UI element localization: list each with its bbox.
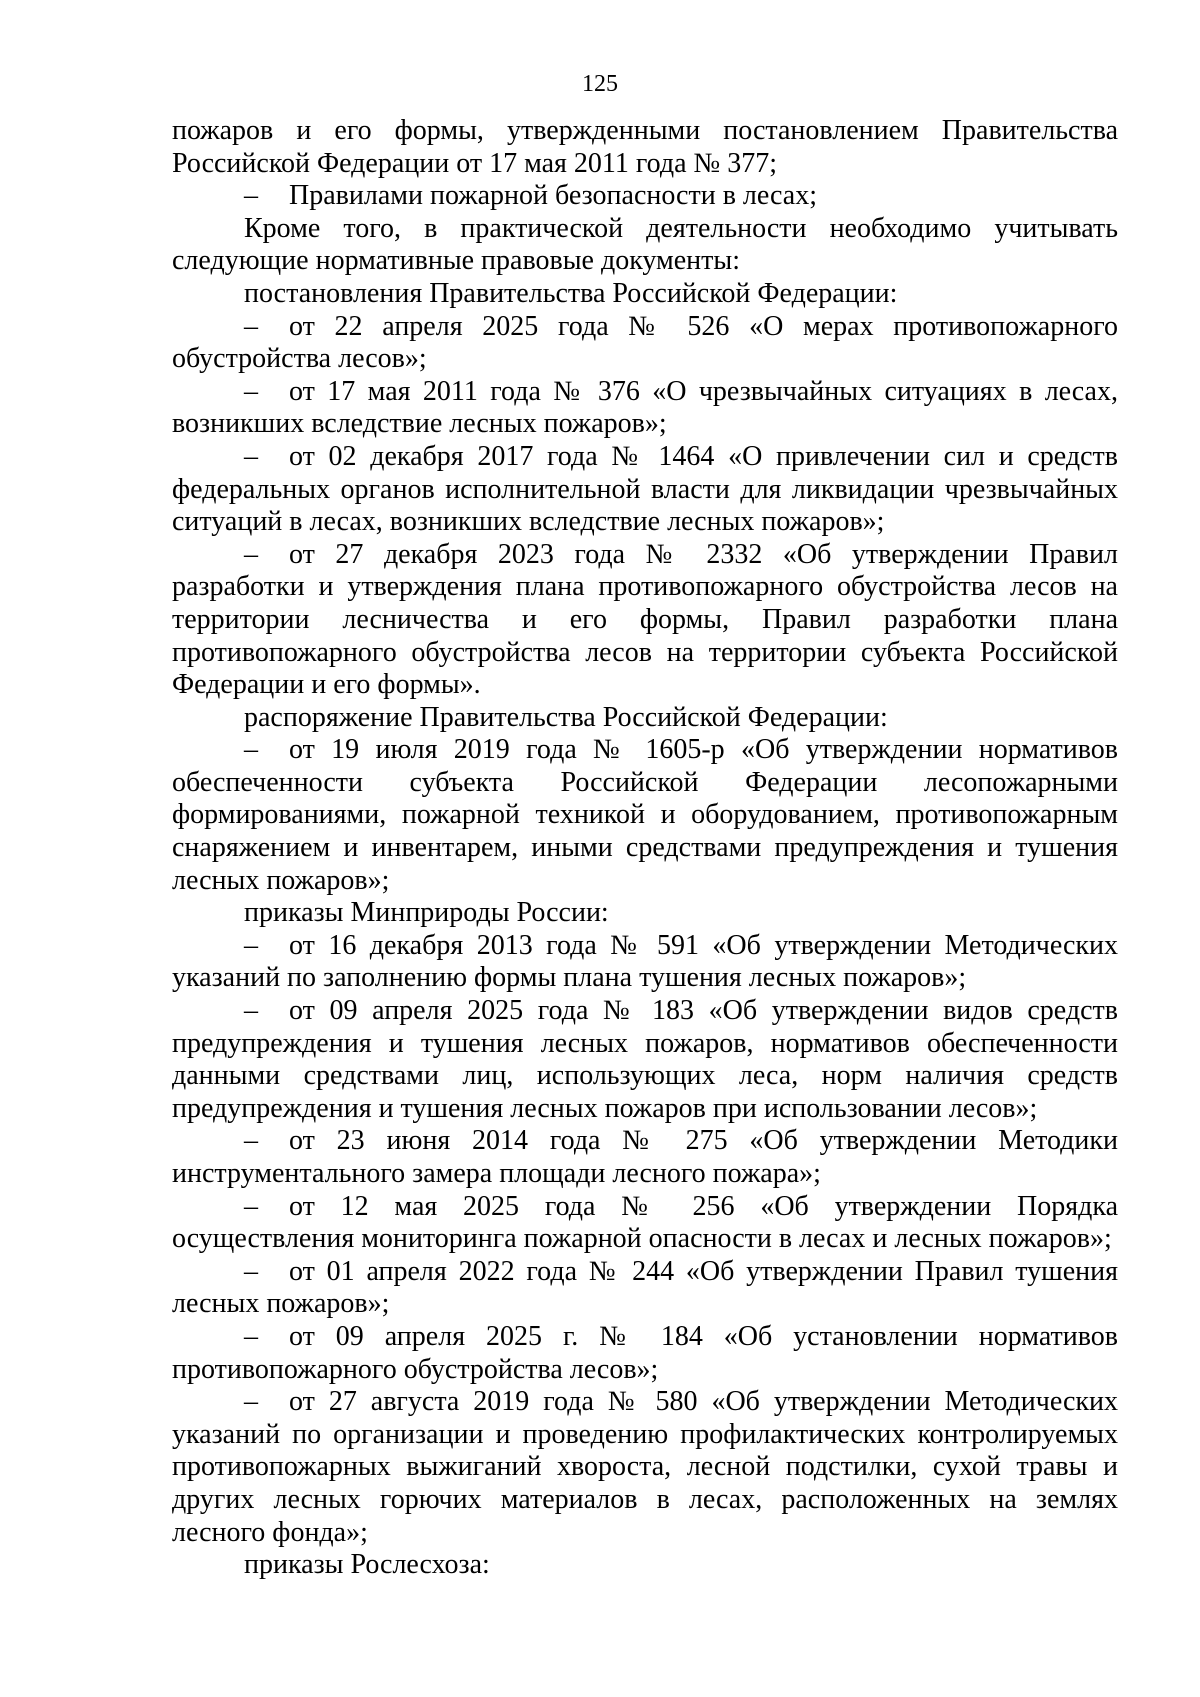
list-item: – от 22 апреля 2025 года № 526 «О мерах противопожарного обустройства лесов»;: [172, 311, 1118, 376]
list-item: – от 27 августа 2019 года № 580 «Об утверждении Методических указаний по организации и проведению профилактических контролируемых противопожарных выжиганий хвороста, лесной подстилки, сухой травы и других лесных горючих материалов в лесах, расположенных на землях лесного фонда»;: [172, 1386, 1118, 1549]
list-item: – от 09 апреля 2025 года № 183 «Об утверждении видов средств предупреждения и тушения лесных пожаров, нормативов обеспеченности данными средствами лиц, использующих леса, норм наличия средств предупреждения и тушения лесных пожаров при использовании лесов»;: [172, 995, 1118, 1125]
paragraph: постановления Правительства Российской Федерации:: [244, 277, 898, 309]
paragraph: Кроме того, в практической деятельности необходимо учитывать следующие нормативные правовые документы:: [172, 212, 1118, 277]
list-item: – от 02 декабря 2017 года № 1464 «О привлечении сил и средств федеральных органов исполнительной власти для ликвидации чрезвычайных ситуаций в лесах, возникших вследствие лесных пожаров»;: [172, 441, 1118, 539]
page-number: 125: [582, 71, 618, 97]
list-item: – Правилами пожарной безопасности в лесах;: [172, 180, 1118, 213]
paragraph: распоряжение Правительства Российской Федерации:: [244, 701, 888, 733]
list-item: – от 12 мая 2025 года № 256 «Об утверждении Порядка осуществления мониторинга пожарной опасности в лесах и лесных пожаров»;: [172, 1191, 1118, 1256]
list-item: – от 19 июля 2019 года № 1605-р «Об утверждении нормативов обеспеченности субъекта Российской Федерации лесопожарными формированиями, пожарной техникой и оборудованием, противопожарным снаряжением и инвентарем, иными средствами предупреждения и тушения лесных пожаров»;: [172, 734, 1118, 897]
list-item: – от 17 мая 2011 года № 376 «О чрезвычайных ситуациях в лесах, возникших вследствие лесных пожаров»;: [172, 376, 1118, 441]
document-body: [172, 115, 1118, 1582]
paragraph: пожаров и его формы, утвержденными постановлением Правительства Российской Федерации от 17 мая 2011 года № 377;: [172, 115, 1118, 179]
paragraph: приказы Минприроды России:: [244, 897, 609, 929]
list-item: – от 01 апреля 2022 года № 244 «Об утверждении Правил тушения лесных пожаров»;: [172, 1256, 1118, 1321]
list-item: – от 27 декабря 2023 года № 2332 «Об утверждении Правил разработки и утверждения плана противопожарного обустройства лесов на территории лесничества и его формы, Правил разработки плана противопожарного обустройства лесов на территории субъекта Российской Федерации и его формы».: [172, 539, 1118, 702]
list-item: – от 23 июня 2014 года № 275 «Об утверждении Методики инструментального замера площади лесного пожара»;: [172, 1125, 1118, 1190]
paragraph: приказы Рослесхоза:: [244, 1549, 490, 1581]
list-item: – от 16 декабря 2013 года № 591 «Об утверждении Методических указаний по заполнению формы плана тушения лесных пожаров»;: [172, 930, 1118, 995]
list-item: – от 09 апреля 2025 г. № 184 «Об установлении нормативов противопожарного обустройства лесов»;: [172, 1321, 1118, 1386]
